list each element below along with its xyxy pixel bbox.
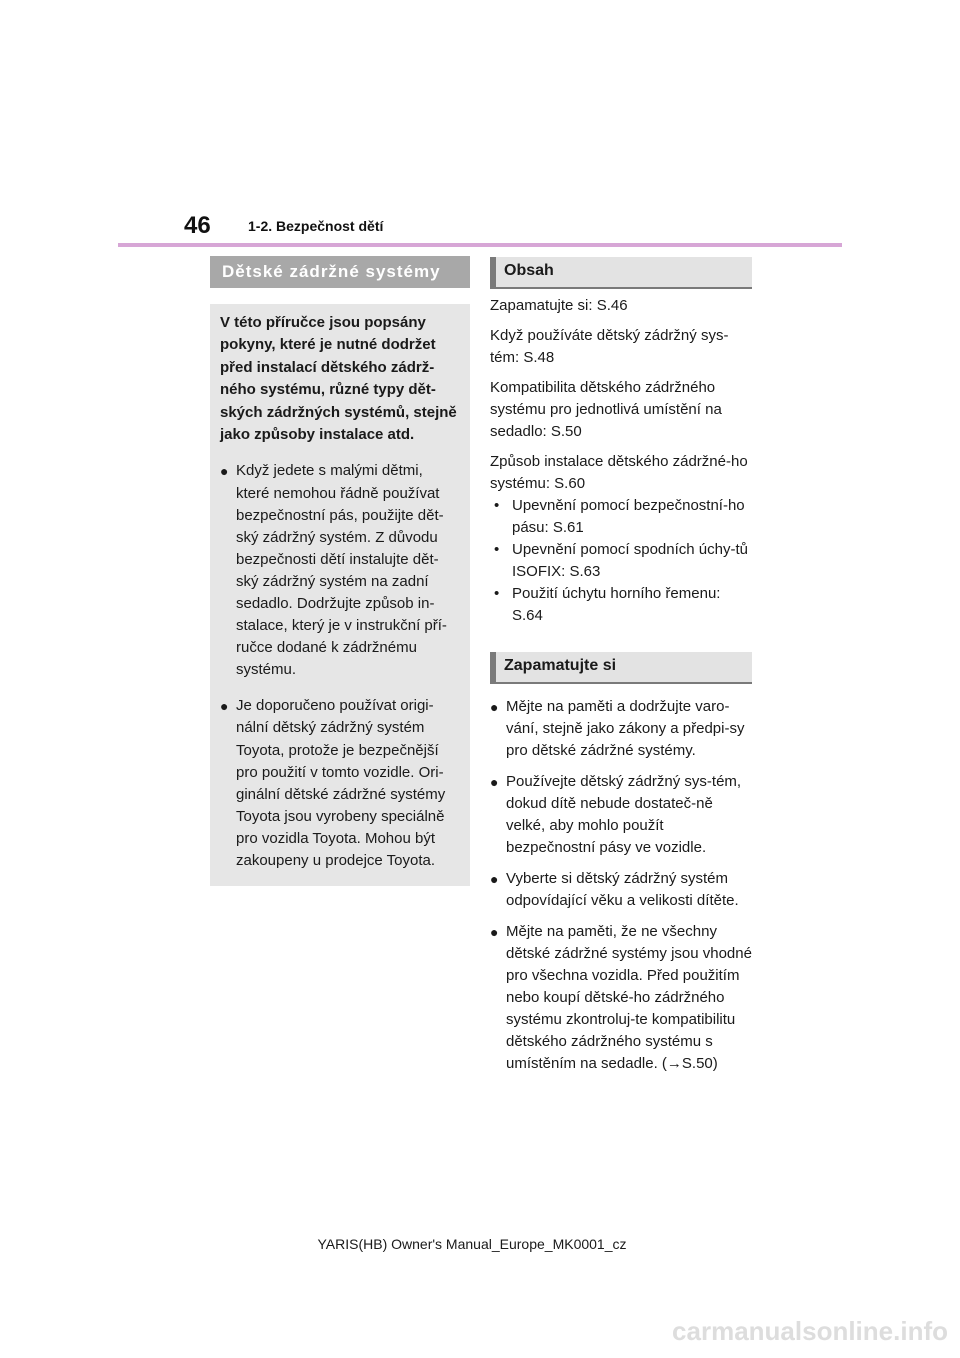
bullet-text: Mějte na paměti a dodržujte varo-vání, stejně jako zákony a předpi-sy pro dětské zádržné systémy. (506, 698, 745, 759)
bullet-text: Vyberte si dětský zádržný systém odpovídající věku a velikosti dítěte. (506, 870, 739, 909)
intro-text: V této příručce jsou popsány pokyny, které je nutné dodržet před instalací dětského zádrž-ného systému, různé typy dět-ských zádržných systémů, stejně jako způsoby instalace atd. (220, 314, 457, 444)
bullet-icon: ● (220, 463, 229, 480)
bullet-text: Když jedete s malými dětmi, které nemohou řádně používat bezpečnostní pás, použijte dět-ský zádržný systém. Z důvodu bezpečnosti dětí instalujte dět-ský zádržný systém na zadní sedadlo. Dodržujte způsob in-stalace, který je v instrukční pří-ručce dodané k zádržnému systému. (236, 462, 447, 679)
list-item (490, 696, 752, 762)
contents-subitem (490, 539, 752, 583)
contents-item: Kompatibilita dětského zádržného systému pro jednotlivá umístění na sedadlo: S.50 (490, 379, 722, 440)
subbullet-icon: • (494, 585, 500, 602)
bullet-icon: ● (220, 698, 229, 715)
subbullet-icon: • (494, 497, 500, 514)
list-item (220, 695, 458, 872)
remember-heading: Zapamatujte si (490, 652, 752, 684)
bullet-text: Používejte dětský zádržný sys-tém, dokud dítě nebude dostateč-ně velké, aby mohlo použít bezpečnostní pásy ve vozidle. (506, 773, 742, 856)
contents-item: Zapamatujte si: S.46 (490, 297, 628, 314)
contents-item: Způsob instalace dětského zádržné-ho systému: S.60 (490, 453, 748, 492)
footer (0, 1236, 960, 1252)
bullet-text: Je doporučeno používat origi-nální dětský zádržný systém Toyota, protože je bezpečnější pro použití v tomto vozidle. Ori-ginální dětské zádržné systémy Toyota jsou vyrobeny speciálně pro vozidla Toyota. Mohou být zakoupeny u prodejce Toyota. (236, 697, 446, 870)
list-item (220, 460, 458, 681)
bullet-icon: ● (490, 774, 499, 790)
list-item (490, 868, 752, 912)
subitem-text: Použití úchytu horního řemenu: S.64 (512, 585, 721, 624)
list-item (490, 921, 752, 1075)
left-column (210, 256, 470, 886)
right-column (490, 257, 752, 1075)
header-rule (118, 243, 842, 247)
list-item (490, 771, 752, 859)
page-number: 46 (184, 212, 211, 239)
bullet-text: Mějte na paměti, že ne všechny dětské zádržné systémy jsou vhodné pro všechna vozidla. Před použitím nebo koupí dětské-ho zádržného systému zkontroluj-te kompatibilitu dětského zádržného systému s umístěním na sedadle. (→S.50) (506, 923, 752, 1072)
subitem-text: Upevnění pomocí spodních úchy-tů ISOFIX: S.63 (512, 541, 748, 580)
contents-subitem (490, 583, 752, 627)
bullet-icon: ● (490, 871, 499, 887)
contents-heading: Obsah (490, 257, 752, 289)
bullet-icon: ● (490, 924, 499, 940)
contents-item: Když používáte dětský zádržný sys-tém: S.48 (490, 327, 729, 366)
intro-panel (210, 304, 470, 886)
subitem-text: Upevnění pomocí bezpečnostní-ho pásu: S.61 (512, 497, 745, 536)
footer-text: YARIS(HB) Owner's Manual_Europe_MK0001_cz (317, 1236, 627, 1252)
bullet-icon: ● (490, 699, 499, 715)
watermark: carmanualsonline.info (672, 1316, 948, 1346)
contents-subitem (490, 495, 752, 539)
chapter-title: 1-2. Bezpečnost dětí (248, 218, 384, 234)
subbullet-icon: • (494, 541, 500, 558)
section-title: Dětské zádržné systémy (210, 256, 470, 288)
